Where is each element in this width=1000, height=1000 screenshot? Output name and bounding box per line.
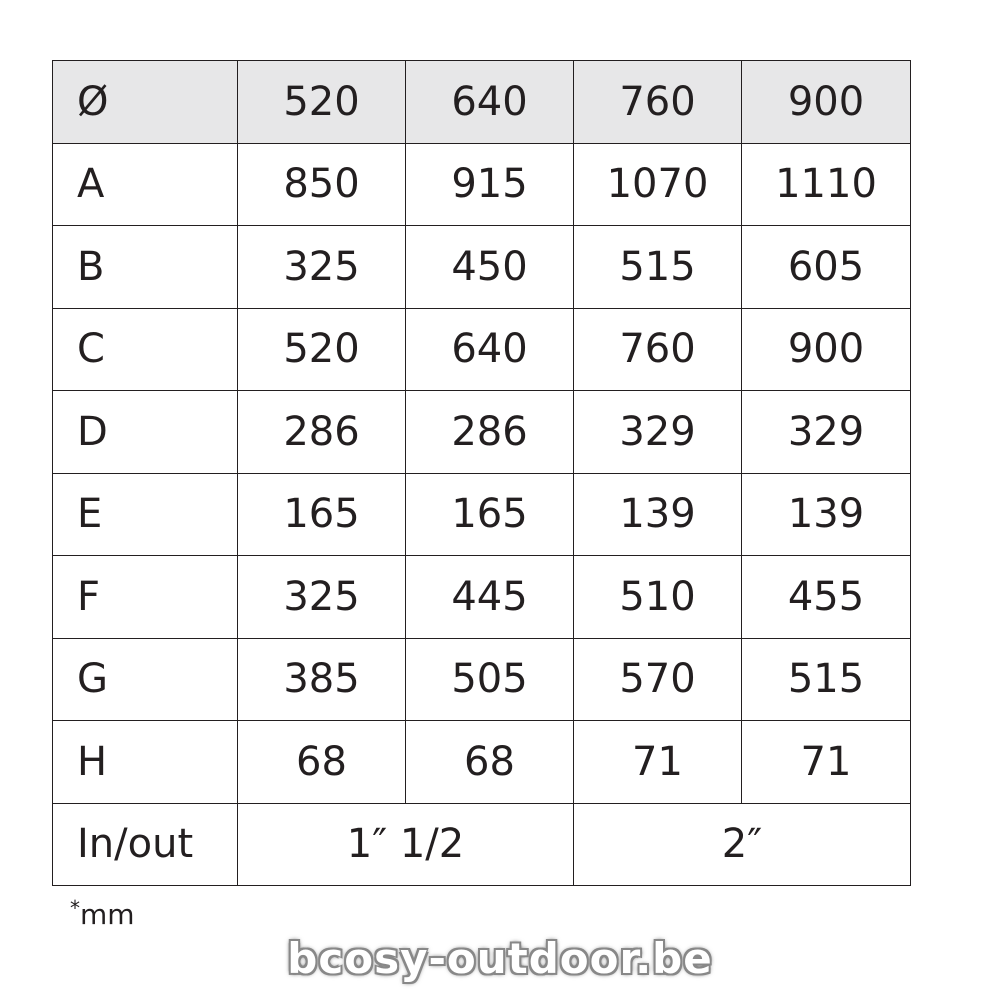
table-cell: 510 (574, 556, 742, 639)
row-label: G (53, 638, 238, 721)
table-row (53, 638, 911, 721)
table-cell: 325 (238, 226, 406, 309)
dimensions-table (52, 60, 911, 886)
table-cell: 915 (406, 143, 574, 226)
row-label: D (53, 391, 238, 474)
table-cell: 455 (742, 556, 911, 639)
table-cell: 570 (574, 638, 742, 721)
table-cell: 139 (574, 473, 742, 556)
header-cell: 900 (742, 61, 911, 144)
row-label: A (53, 143, 238, 226)
table-row (53, 226, 911, 309)
inout-cell-small: 1″ 1/2 (238, 803, 574, 886)
header-cell: 760 (574, 61, 742, 144)
table-cell: 165 (238, 473, 406, 556)
table-row (53, 473, 911, 556)
table-cell: 760 (574, 308, 742, 391)
table-cell: 325 (238, 556, 406, 639)
table-cell: 385 (238, 638, 406, 721)
table-cell: 71 (742, 721, 911, 804)
header-cell: 640 (406, 61, 574, 144)
header-cell: 520 (238, 61, 406, 144)
inout-label: In/out (53, 803, 238, 886)
table-cell: 1070 (574, 143, 742, 226)
table-cell: 286 (406, 391, 574, 474)
table-cell: 515 (742, 638, 911, 721)
table-cell: 68 (406, 721, 574, 804)
table-cell: 520 (238, 308, 406, 391)
row-label: C (53, 308, 238, 391)
table-cell: 71 (574, 721, 742, 804)
table-row (53, 308, 911, 391)
unit-footnote (70, 898, 135, 931)
row-label: B (53, 226, 238, 309)
row-label: E (53, 473, 238, 556)
table-cell: 900 (742, 308, 911, 391)
table-cell: 329 (574, 391, 742, 474)
footnote-star: * (70, 896, 80, 920)
table-cell: 445 (406, 556, 574, 639)
table-cell: 640 (406, 308, 574, 391)
row-label: F (53, 556, 238, 639)
inout-cell-large: 2″ (574, 803, 911, 886)
table-cell: 850 (238, 143, 406, 226)
diameter-header-label: Ø (53, 61, 238, 144)
footnote-unit: mm (80, 898, 135, 931)
inout-row (53, 803, 911, 886)
table-row (53, 391, 911, 474)
table-cell: 1110 (742, 143, 911, 226)
table-cell: 515 (574, 226, 742, 309)
table-cell: 605 (742, 226, 911, 309)
table-cell: 329 (742, 391, 911, 474)
table-cell: 68 (238, 721, 406, 804)
table-cell: 139 (742, 473, 911, 556)
table-row (53, 721, 911, 804)
table-row (53, 556, 911, 639)
row-label: H (53, 721, 238, 804)
table-header-row (53, 61, 911, 144)
watermark: bcosy-outdoor.be (287, 934, 713, 983)
table-cell: 505 (406, 638, 574, 721)
table-row (53, 143, 911, 226)
table-cell: 165 (406, 473, 574, 556)
table-cell: 450 (406, 226, 574, 309)
table-cell: 286 (238, 391, 406, 474)
